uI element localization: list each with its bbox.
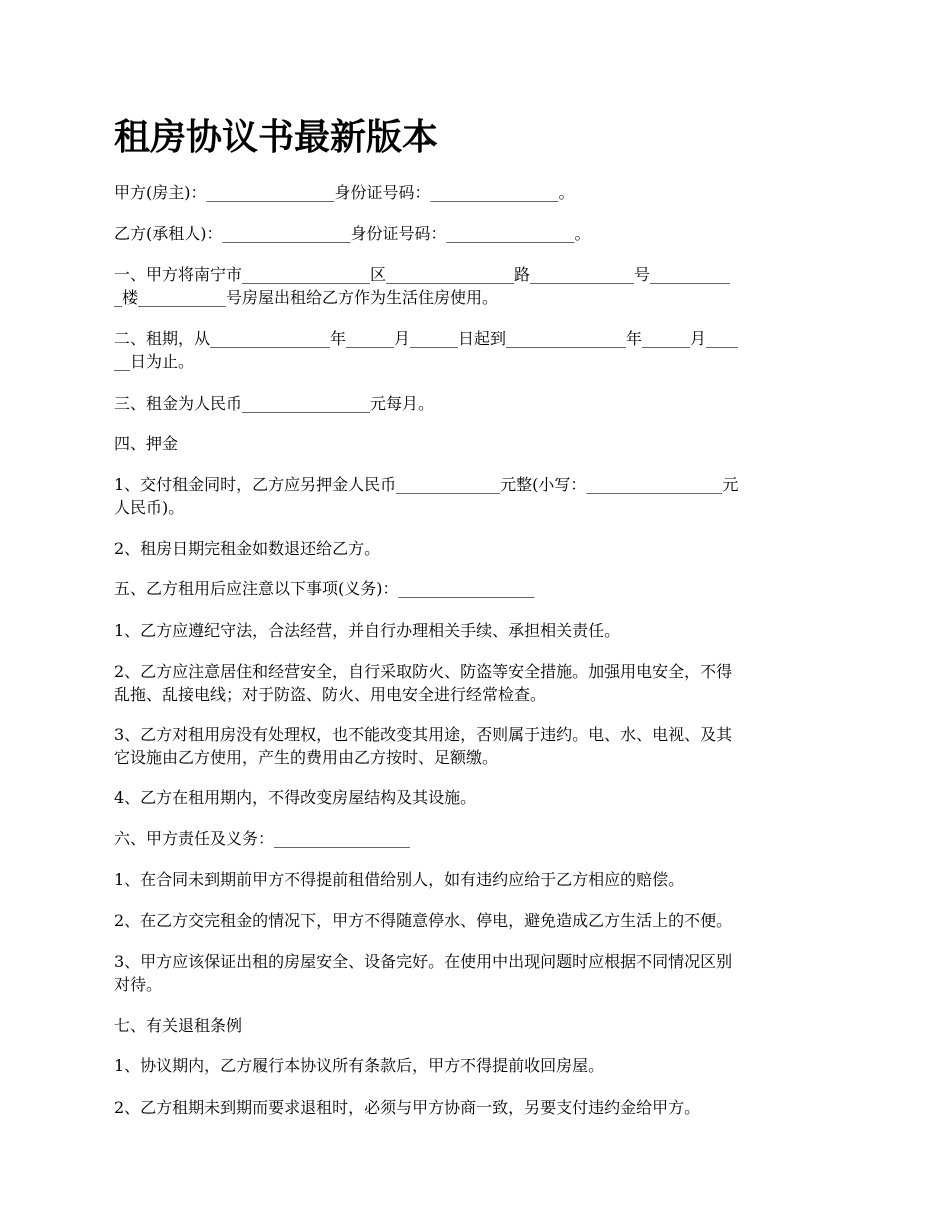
clause-5-heading: 五、乙方租用后应注意以下事项(义务)：_________________ [114,579,535,598]
clause-2-term [114,327,839,373]
clause-7-heading: 七、有关退租条例 [114,1016,243,1035]
termination-item-1: 1、协议期内，乙方履行本协议所有条款后，甲方不得提前收回房屋。 [114,1056,605,1075]
document-title: 租房协议书最新版本 [114,116,439,158]
tenant-duty-2-line-2: 乱拖、乱接电线；对于防盗、防火、用电安全进行经常检查。 [114,685,547,704]
deposit-item-1-line-1: 1、交付租金同时，乙方应另押金人民币_____________元整(小写：_________________元 [114,475,739,494]
landlord-duty-3-line-1: 3、甲方应该保证出租的房屋安全、设备完好。在使用中出现问题时应根据不同情况区别 [114,952,733,971]
deposit-item-1 [114,473,839,519]
clause-6-heading: 六、甲方责任及义务：_________________ [114,829,411,848]
tenant-duty-2 [114,660,839,706]
tenant-duty-2-line-1: 2、乙方应注意居住和经营安全，自行采取防火、防盗等安全措施。加强用电安全，不得 [114,662,733,681]
landlord-duty-2: 2、在乙方交完租金的情况下，甲方不得随意停水、停电，避免造成乙方生活上的不便。 [114,911,733,930]
tenant-duty-4: 4、乙方在租用期内，不得改变房屋结构及其设施。 [114,788,477,807]
party-b-line: 乙方(承租人)：________________身份证号码：________________。 [114,224,591,243]
clause-2-line-2: __日为止。 [114,352,195,371]
tenant-duty-3 [114,723,839,769]
tenant-duty-3-line-1: 3、乙方对租用房没有处理权，也不能改变其用途，否则属于违约。电、水、电视、及其 [114,725,733,744]
clause-1-line-1: 一、甲方将南宁市________________区________________路_____________号__________ [114,265,731,284]
clause-1-line-2: _楼___________号房屋出租给乙方作为生活住房使用。 [114,288,499,307]
clause-3-rent: 三、租金为人民币________________元每月。 [114,394,435,413]
landlord-duty-3-line-2: 对待。 [114,975,163,994]
clause-4-heading: 四、押金 [114,434,179,453]
deposit-item-2: 2、租房日期完租金如数退还给乙方。 [114,539,381,558]
clause-2-line-1: 二、租期，从_______________年______月______日起到_______________年______月____ [114,329,739,348]
termination-item-2: 2、乙方租期未到期而要求退租时，必须与甲方协商一致，另要支付违约金给甲方。 [114,1098,701,1117]
deposit-item-1-line-2: 人民币)。 [114,498,185,517]
party-a-line: 甲方(房主)：________________身份证号码：________________。 [114,183,575,202]
tenant-duty-1: 1、乙方应遵纪守法，合法经营，并自行办理相关手续、承担相关责任。 [114,621,621,640]
tenant-duty-3-line-2: 它设施由乙方使用，产生的费用由乙方按时、足额缴。 [114,748,499,767]
landlord-duty-3 [114,950,839,996]
clause-1-premises [114,263,839,309]
landlord-duty-1: 1、在合同未到期前甲方不得提前租借给别人，如有违约应给于乙方相应的赔偿。 [114,870,685,889]
